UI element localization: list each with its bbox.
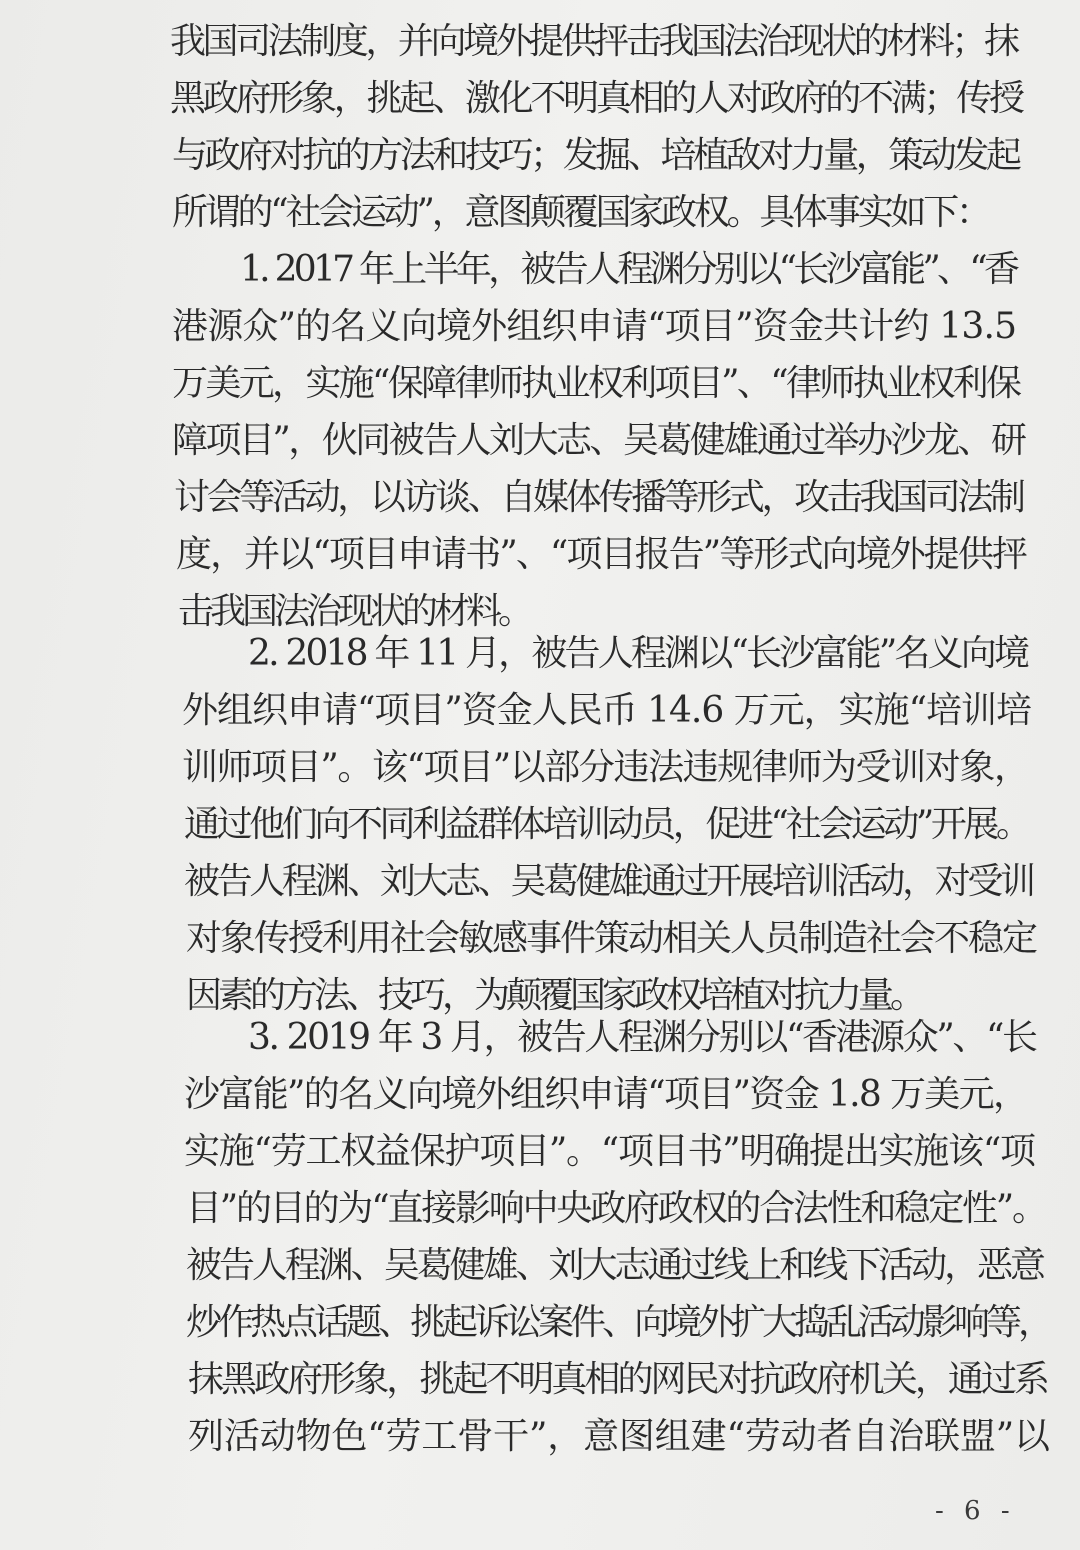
text-line: 对象传授利用社会敏感事件策动相关人员制造社会不稳定	[186, 918, 1036, 959]
text-line: 抹黑政府形象，挑起不明真相的网民对抗政府机关，通过系	[188, 1359, 1048, 1400]
text-line: 炒作热点话题、挑起诉讼案件、向境外扩大捣乱活动影响等，	[186, 1302, 1051, 1343]
text-line: 黑政府形象，挑起、激化不明真相的人对政府的不满；传授	[170, 78, 1022, 119]
text-line: 2. 2018 年 11 月，被告人程渊以“长沙富能”名义向境	[248, 633, 1028, 674]
text-line: 港源众”的名义向境外组织申请“项目”资金共计约 13.5	[172, 306, 1017, 347]
text-line: 被告人程渊、刘大志、吴葛健雄通过开展培训活动，对受训	[184, 861, 1033, 902]
text-line: 击我国法治现状的材料。	[178, 591, 531, 632]
text-line: 通过他们向不同利益群体培训动员，促进“社会运动”开展。	[184, 804, 1029, 845]
text-line: 度，并以“项目申请书”、“项目报告”等形式向境外提供抨	[176, 534, 1027, 575]
text-line: 万美元，实施“保障律师执业权利项目”、“律师执业权利保	[172, 363, 1020, 404]
text-line: 沙富能”的名义向境外组织申请“项目”资金 1.8 万美元，	[184, 1074, 1028, 1115]
text-line: 讨会等活动，以访谈、自媒体传播等形式，攻击我国司法制	[174, 477, 1023, 518]
text-line: 所谓的“社会运动”，意图颠覆国家政权。具体事实如下：	[172, 192, 989, 233]
text-line: 1. 2017 年上半年，被告人程渊分别以“长沙富能”、“香	[240, 249, 1017, 290]
text-line: 目”的目的为“直接影响中央政府政权的合法性和稳定性”。	[186, 1188, 1046, 1229]
text-line: 训师项目”。该“项目”以部分违法违规律师为受训对象，	[182, 747, 1029, 788]
text-line: 被告人程渊、吴葛健雄、刘大志通过线上和线下活动，恶意	[186, 1245, 1043, 1286]
page-number: - 6 -	[935, 1496, 1016, 1526]
text-line: 外组织申请“项目”资金人民币 14.6 万元，实施“培训培	[182, 690, 1031, 731]
text-line: 3. 2019 年 3 月，被告人程渊分别以“香港源众”、“长	[248, 1017, 1036, 1058]
text-line: 障项目”，伙同被告人刘大志、吴葛健雄通过举办沙龙、研	[172, 420, 1025, 461]
text-line: 实施“劳工权益保护项目”。“项目书”明确提出实施该“项	[184, 1131, 1035, 1172]
text-line: 与政府对抗的方法和技巧；发掘、培植敌对力量，策动发起	[172, 135, 1019, 176]
text-line: 因素的方法、技巧，为颠覆国家政权培植对抗力量。	[186, 975, 923, 1016]
text-line: 我国司法制度，并向境外提供抨击我国法治现状的材料；抹	[170, 21, 1017, 62]
text-line: 列活动物色“劳工骨干”，意图组建“劳动者自治联盟”以	[188, 1416, 1050, 1457]
